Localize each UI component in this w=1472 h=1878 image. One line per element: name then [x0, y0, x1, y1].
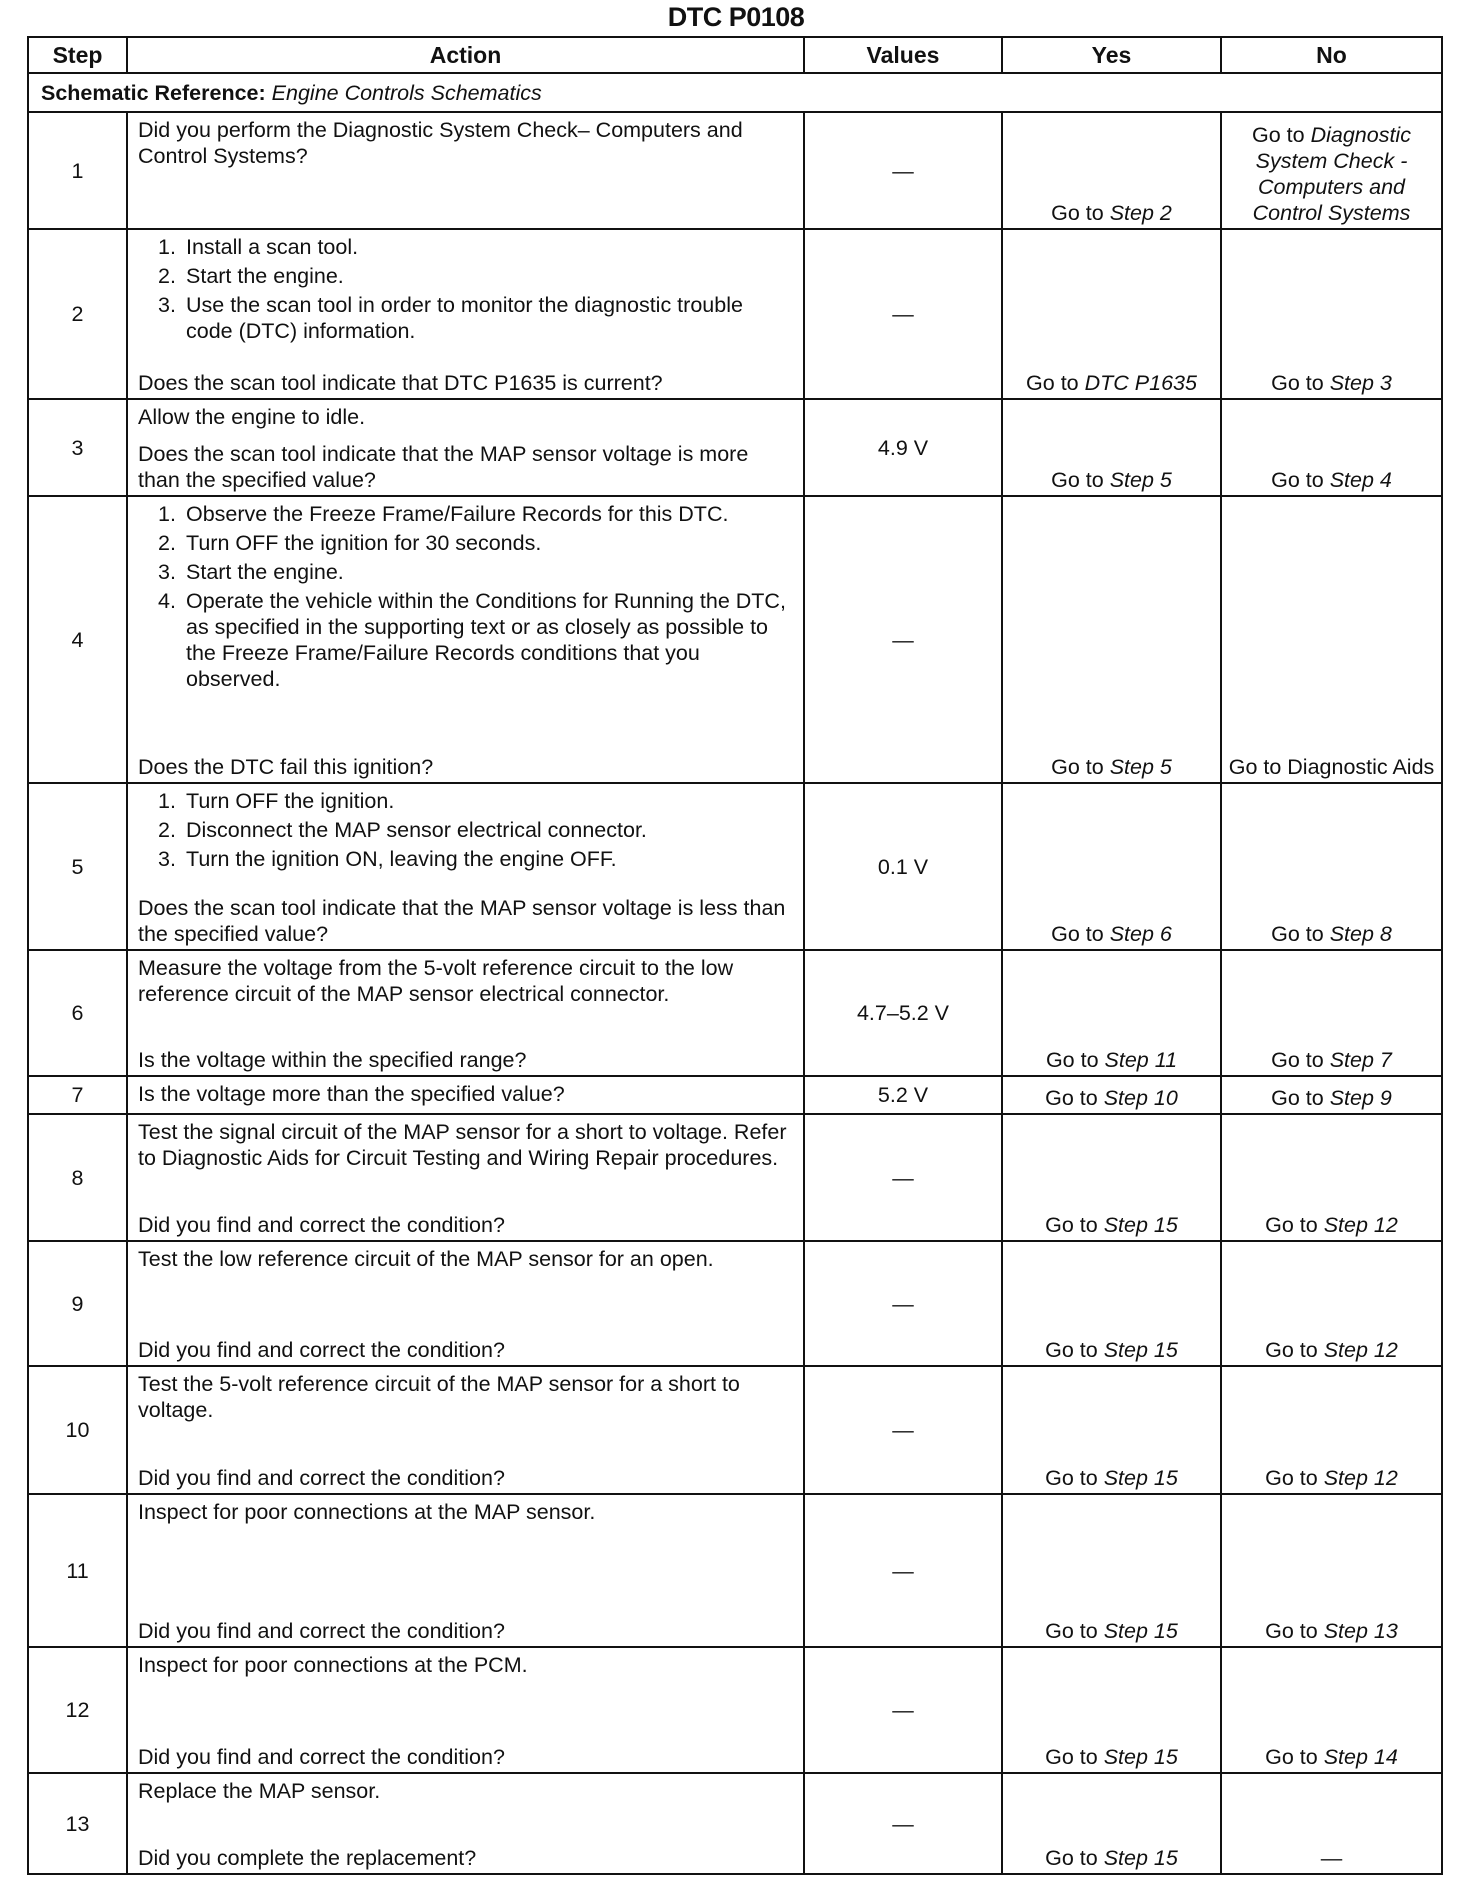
yes-cell: [1002, 1494, 1221, 1647]
action-top: [138, 1652, 795, 1678]
action-content: [138, 788, 795, 947]
yes-prefix: Go to: [1045, 1086, 1104, 1110]
action-question: Does the scan tool indicate that the MAP sensor voltage is more than the specified value?: [138, 442, 749, 492]
action-cell: [127, 399, 804, 496]
table-row: [28, 1773, 1442, 1874]
yes-prefix: Go to: [1051, 468, 1110, 492]
no-cell: [1221, 112, 1442, 229]
no-link[interactable]: Step 7: [1329, 1048, 1392, 1072]
action-text: Did you perform the Diagnostic System Check– Computers and Control Systems?: [138, 118, 743, 168]
schematic-link[interactable]: Engine Controls Schematics: [271, 80, 542, 105]
table-row: [28, 950, 1442, 1076]
header-yes: Yes: [1002, 37, 1221, 73]
no-prefix: Go to: [1252, 123, 1311, 147]
yes-cell: [1002, 783, 1221, 950]
yes-link[interactable]: Step 15: [1103, 1213, 1178, 1237]
action-step: [138, 501, 795, 527]
action-step-text: Operate the vehicle within the Conditions for Running the DTC, as specified in the supporting text or as closely as possible to the Freeze Frame/Failure Records conditions that you observed.: [186, 589, 786, 691]
action-step: [138, 588, 795, 692]
action-steps: [138, 234, 795, 344]
action-step-text: Disconnect the MAP sensor electrical connector.: [186, 818, 647, 842]
no-link[interactable]: Diagnostic System Check - Computers and Control Systems: [1252, 123, 1411, 225]
no-link[interactable]: Step 12: [1323, 1466, 1398, 1490]
action-step-number: 1.: [158, 789, 176, 813]
diagnostic-table: [27, 36, 1443, 1875]
value-cell: —: [804, 1241, 1002, 1366]
action-text: Is the voltage more than the specified value?: [138, 1082, 565, 1106]
step-number: 12: [28, 1647, 127, 1773]
yes-prefix: Go to: [1045, 1466, 1104, 1490]
step-number: 5: [28, 783, 127, 950]
yes-cell: [1002, 950, 1221, 1076]
action-question: Did you find and correct the condition?: [138, 1619, 505, 1643]
action-step-text: Turn OFF the ignition.: [186, 789, 395, 813]
value-cell: —: [804, 1114, 1002, 1241]
yes-link[interactable]: Step 15: [1103, 1745, 1178, 1769]
value-cell: —: [804, 1773, 1002, 1874]
no-prefix: Go to: [1265, 1745, 1324, 1769]
yes-prefix: Go to: [1045, 1619, 1104, 1643]
no-link[interactable]: Step 4: [1329, 468, 1392, 492]
no-cell: [1221, 950, 1442, 1076]
yes-prefix: Go to: [1051, 755, 1110, 779]
action-step-text: Observe the Freeze Frame/Failure Records for this DTC.: [186, 502, 729, 526]
no-cell: [1221, 399, 1442, 496]
yes-prefix: Go to: [1045, 1213, 1104, 1237]
schematic-label: Schematic Reference:: [41, 80, 266, 105]
table-row: [28, 1241, 1442, 1366]
action-steps: [138, 788, 795, 872]
value-cell: 0.1 V: [804, 783, 1002, 950]
action-content: [138, 955, 795, 1073]
action-cell: [127, 1114, 804, 1241]
no-cell: [1221, 1773, 1442, 1874]
action-step-number: 3.: [158, 847, 176, 871]
no-prefix: Go to: [1271, 922, 1330, 946]
no-prefix: Go to: [1271, 1048, 1330, 1072]
table-row: [28, 112, 1442, 229]
action-step: [138, 530, 795, 556]
value-cell: —: [804, 112, 1002, 229]
no-cell: [1221, 229, 1442, 399]
action-step-number: 2.: [158, 531, 176, 555]
action-step-text: Turn the ignition ON, leaving the engine OFF.: [186, 847, 617, 871]
header-action: Action: [127, 37, 804, 73]
action-top: [138, 234, 795, 347]
header-no: No: [1221, 37, 1442, 73]
no-prefix: Go to: [1265, 1338, 1324, 1362]
action-cell: [127, 1241, 804, 1366]
table-row: [28, 399, 1442, 496]
table-row: [28, 229, 1442, 399]
action-step: [138, 234, 795, 260]
yes-prefix: Go to: [1045, 1338, 1104, 1362]
no-prefix: —: [1320, 1846, 1343, 1870]
action-content: [138, 1119, 795, 1238]
action-top: [138, 1246, 795, 1272]
yes-cell: [1002, 1773, 1221, 1874]
yes-prefix: Go to: [1045, 1745, 1104, 1769]
step-number: 2: [28, 229, 127, 399]
action-step-number: 1.: [158, 502, 176, 526]
value-cell: 5.2 V: [804, 1076, 1002, 1114]
action-top: [138, 1778, 795, 1804]
step-number: 13: [28, 1773, 127, 1874]
yes-cell: [1002, 399, 1221, 496]
yes-link[interactable]: Step 15: [1103, 1619, 1178, 1643]
yes-link[interactable]: Step 5: [1109, 468, 1172, 492]
action-top: [138, 1499, 795, 1525]
value-cell: —: [804, 1366, 1002, 1494]
action-text: Test the low reference circuit of the MAP sensor for an open.: [138, 1247, 714, 1271]
yes-link[interactable]: Step 15: [1103, 1338, 1178, 1362]
yes-cell: [1002, 229, 1221, 399]
step-number: 11: [28, 1494, 127, 1647]
yes-link[interactable]: Step 5: [1109, 755, 1172, 779]
action-step-number: 4.: [158, 589, 176, 613]
value-cell: —: [804, 229, 1002, 399]
action-question: Did you complete the replacement?: [138, 1846, 477, 1870]
no-link[interactable]: Step 12: [1323, 1338, 1398, 1362]
value-cell: 4.7–5.2 V: [804, 950, 1002, 1076]
action-step-text: Start the engine.: [186, 264, 344, 288]
action-top: [138, 788, 795, 875]
action-top: [138, 1081, 795, 1107]
step-number: 4: [28, 496, 127, 783]
action-question: Did you find and correct the condition?: [138, 1213, 505, 1237]
action-step: [138, 559, 795, 585]
table-row: [28, 1366, 1442, 1494]
step-number: 10: [28, 1366, 127, 1494]
action-content: [138, 501, 795, 780]
schematic-reference-row: [28, 73, 1442, 112]
no-prefix: Go to Diagnostic Aids: [1228, 755, 1435, 779]
table-row: [28, 1494, 1442, 1647]
step-number: 8: [28, 1114, 127, 1241]
action-step: [138, 263, 795, 289]
step-number: 7: [28, 1076, 127, 1114]
no-link[interactable]: Step 14: [1323, 1745, 1398, 1769]
action-text: Allow the engine to idle.: [138, 405, 366, 429]
action-text: Inspect for poor connections at the PCM.: [138, 1653, 528, 1677]
no-prefix: Go to: [1271, 371, 1330, 395]
yes-prefix: Go to: [1045, 1846, 1104, 1870]
action-content: [138, 1081, 795, 1111]
no-link[interactable]: Step 13: [1323, 1619, 1398, 1643]
action-content: [138, 234, 795, 396]
action-text: Replace the MAP sensor.: [138, 1779, 381, 1803]
step-number: 9: [28, 1241, 127, 1366]
yes-link[interactable]: Step 6: [1109, 922, 1172, 946]
action-question: Did you find and correct the condition?: [138, 1466, 505, 1490]
action-question: Does the DTC fail this ignition?: [138, 755, 434, 779]
no-cell: [1221, 1366, 1442, 1494]
action-top: [138, 1371, 795, 1423]
value-cell: —: [804, 496, 1002, 783]
action-text: Test the 5-volt reference circuit of the MAP sensor for a short to voltage.: [138, 1372, 740, 1422]
yes-cell: [1002, 1076, 1221, 1114]
action-step: [138, 788, 795, 814]
header-values: Values: [804, 37, 1002, 73]
table-row: [28, 1114, 1442, 1241]
yes-cell: [1002, 1647, 1221, 1773]
action-step: [138, 817, 795, 843]
action-cell: [127, 1494, 804, 1647]
step-number: 3: [28, 399, 127, 496]
no-prefix: Go to: [1271, 468, 1330, 492]
yes-link[interactable]: Step 15: [1103, 1846, 1178, 1870]
no-cell: [1221, 1114, 1442, 1241]
no-cell: [1221, 496, 1442, 783]
action-text: Inspect for poor connections at the MAP sensor.: [138, 1500, 596, 1524]
yes-cell: [1002, 1114, 1221, 1241]
action-step: [138, 846, 795, 872]
step-number: 1: [28, 112, 127, 229]
no-link[interactable]: Step 3: [1329, 371, 1392, 395]
no-link[interactable]: Step 9: [1329, 1086, 1392, 1110]
action-cell: [127, 1076, 804, 1114]
no-prefix: Go to: [1265, 1213, 1324, 1237]
value-cell: —: [804, 1647, 1002, 1773]
yes-prefix: Go to: [1051, 922, 1110, 946]
action-content: [138, 117, 795, 226]
no-cell: [1221, 783, 1442, 950]
action-content: [138, 1499, 795, 1644]
action-top: [138, 955, 795, 1007]
value-cell: 4.9 V: [804, 399, 1002, 496]
no-prefix: Go to: [1265, 1619, 1324, 1643]
action-step-number: 3.: [158, 560, 176, 584]
action-cell: [127, 112, 804, 229]
table-row: [28, 496, 1442, 783]
action-step-number: 2.: [158, 818, 176, 842]
yes-link[interactable]: Step 10: [1103, 1086, 1178, 1110]
no-link[interactable]: Step 12: [1323, 1213, 1398, 1237]
table-row: [28, 783, 1442, 950]
action-step-text: Turn OFF the ignition for 30 seconds.: [186, 531, 542, 555]
yes-link[interactable]: DTC P1635: [1084, 371, 1197, 395]
action-question: Does the scan tool indicate that DTC P1635 is current?: [138, 371, 663, 395]
action-content: [138, 1652, 795, 1770]
header-step: Step: [28, 37, 127, 73]
action-text: Test the signal circuit of the MAP sensor for a short to voltage. Refer to Diagnostic Aids for Circuit Testing and Wiring Repair procedures.: [138, 1120, 787, 1170]
action-content: [138, 404, 795, 493]
action-cell: [127, 950, 804, 1076]
action-cell: [127, 783, 804, 950]
action-top: [138, 501, 795, 695]
no-cell: [1221, 1494, 1442, 1647]
yes-prefix: Go to: [1051, 201, 1110, 225]
header-row: [28, 37, 1442, 73]
table-row: [28, 1647, 1442, 1773]
action-top: [138, 404, 795, 430]
action-steps: [138, 501, 795, 692]
no-prefix: Go to: [1271, 1086, 1330, 1110]
action-step-number: 3.: [158, 293, 176, 317]
action-cell: [127, 496, 804, 783]
yes-link[interactable]: Step 15: [1103, 1466, 1178, 1490]
action-step-text: Use the scan tool in order to monitor the diagnostic trouble code (DTC) information.: [186, 293, 743, 343]
action-cell: [127, 1647, 804, 1773]
page-title: DTC P0108: [667, 2, 805, 32]
yes-cell: [1002, 1366, 1221, 1494]
action-content: [138, 1778, 795, 1871]
action-question: Is the voltage within the specified range?: [138, 1048, 527, 1072]
no-link[interactable]: Step 8: [1329, 922, 1392, 946]
yes-prefix: Go to: [1026, 371, 1085, 395]
yes-cell: [1002, 1241, 1221, 1366]
no-cell: [1221, 1647, 1442, 1773]
yes-link[interactable]: Step 11: [1104, 1048, 1178, 1072]
yes-link[interactable]: Step 2: [1109, 201, 1172, 225]
yes-cell: [1002, 112, 1221, 229]
action-step-text: Start the engine.: [186, 560, 344, 584]
action-step-text: Install a scan tool.: [186, 235, 359, 259]
action-step: [138, 292, 795, 344]
no-prefix: Go to: [1265, 1466, 1324, 1490]
action-cell: [127, 229, 804, 399]
action-content: [138, 1371, 795, 1491]
action-content: [138, 1246, 795, 1363]
action-question: Did you find and correct the condition?: [138, 1338, 505, 1362]
action-cell: [127, 1773, 804, 1874]
no-cell: [1221, 1241, 1442, 1366]
no-cell: [1221, 1076, 1442, 1114]
value-cell: —: [804, 1494, 1002, 1647]
action-question: Does the scan tool indicate that the MAP sensor voltage is less than the specified value?: [138, 896, 786, 946]
yes-prefix: Go to: [1045, 1048, 1105, 1072]
action-cell: [127, 1366, 804, 1494]
action-top: [138, 117, 795, 169]
action-step-number: 2.: [158, 264, 176, 288]
action-top: [138, 1119, 795, 1171]
action-question: Did you find and correct the condition?: [138, 1745, 505, 1769]
action-text: Measure the voltage from the 5-volt reference circuit to the low reference circuit of the MAP sensor electrical connector.: [138, 956, 734, 1006]
table-row: [28, 1076, 1442, 1114]
yes-cell: [1002, 496, 1221, 783]
action-step-number: 1.: [158, 235, 176, 259]
step-number: 6: [28, 950, 127, 1076]
